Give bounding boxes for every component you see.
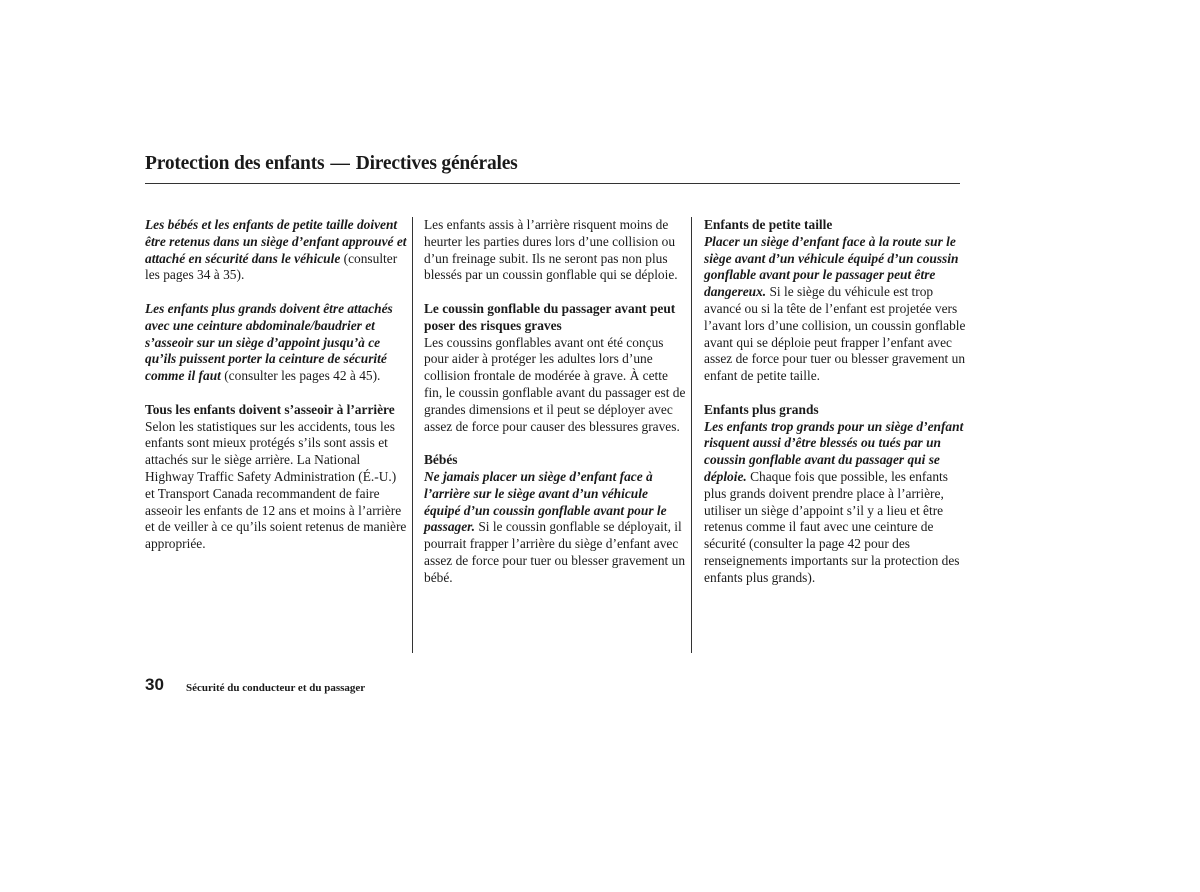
col1-paragraph-2 [145, 301, 407, 385]
col3-section-2 [704, 402, 966, 587]
col3-p1-emphasis: Placer un siège d’enfant face à la route sur le siège avant d’un véhicule équipé d’un coussin gonflable avant pour le passager peut être dangereux. [704, 233, 959, 300]
col2-p3-emphasis: Ne jamais placer un siège d’enfant face à l’arrière sur le siège avant d’un véhicule équipé d’un coussin gonflable avant pour le passager. [424, 468, 667, 535]
col1-p2-emphasis: Les enfants plus grands doivent être attachés avec une ceinture abdominale/baudrier et s’asseoir sur un siège d’appoint jusqu’à ce qu’ils puissent porter la ceinture de sécurité comme il faut [145, 300, 393, 384]
column-divider-2 [691, 217, 692, 653]
col2-heading-babies: Bébés [424, 452, 458, 468]
col2-paragraph-1: Les enfants assis à l’arrière risquent moins de heurter les parties dures lors d’une collision ou d’un freinage subit. Ils ne seront pas non plus blessés par un coussin gonflable qui se déploie. [424, 217, 678, 283]
col1-section-3 [145, 402, 407, 553]
page-number: 30 [145, 675, 164, 694]
column-2 [424, 217, 686, 587]
col1-p2-rest: (consulter les pages 42 à 45). [220, 368, 381, 384]
title-right: Directives générales [355, 153, 518, 174]
col1-p3-text: Selon les statistiques sur les accidents, tous les enfants sont mieux protégés s’ils sont assis et attachés sur le siège arrière. La National Highway Traffic Safety Administration (É.-U.) et Transport Canada recommandent de faire asseoir les enfants de 12 ans et moins à l’arrière et de veiller à ce qu’ils soient retenus de manière appropriée. [145, 418, 407, 552]
col1-p1-emphasis: Les bébés et les enfants de petite taille doivent être retenus dans un siège d’enfant approuvé et attaché en sécurité dans le véhicule [145, 217, 407, 266]
col2-section-2 [424, 301, 686, 435]
column-3 [704, 217, 966, 587]
column-1 [145, 217, 407, 553]
col3-heading-larger-children: Enfants plus grands [704, 401, 819, 417]
col3-section-1 [704, 217, 966, 385]
footer-section-title: Sécurité du conducteur et du passager [186, 682, 366, 694]
title-left: Protection des enfants [145, 153, 325, 174]
col3-heading-small-children: Enfants de petite taille [704, 217, 833, 232]
title-dash: — [330, 153, 350, 174]
col3-p1-rest: Si le siège du véhicule est trop avancé ou si la tête de l’enfant est projetée vers l’avant lors d’une collision, un coussin gonflable avant qui se déploie peut frapper l’enfant avec assez de force pour tuer ou blesser gravement un enfant de petite taille. [704, 284, 966, 384]
col2-p3-rest: Si le coussin gonflable se déployait, il pourrait frapper l’arrière du siège d’enfant avec assez de force pour tuer ou blesser gravement un bébé. [424, 519, 686, 585]
col3-p2-rest: Chaque fois que possible, les enfants plus grands doivent prendre place à l’arrière, utiliser un siège d’appoint s’il y a lieu et être retenus comme il faut avec une ceinture de sécurité (consulter la page 42 pour des renseignements importants sur la protection des enfants plus grands). [704, 468, 960, 585]
title-rule [145, 183, 960, 184]
col1-paragraph-1 [145, 217, 407, 284]
col1-heading-rear-seat: Tous les enfants doivent s’asseoir à l’arrière [145, 401, 395, 417]
col2-section-3 [424, 452, 686, 586]
col2-heading-airbag: Le coussin gonflable du passager avant peut poser des risques graves [424, 300, 676, 333]
page-title [145, 153, 518, 175]
col3-p2-emphasis: Les enfants trop grands pour un siège d’enfant risquent aussi d’être blessés ou tués par un coussin gonflable avant du passager qui se déploie. [704, 418, 964, 484]
column-divider-1 [412, 217, 413, 653]
col1-p1-rest: (consulter les pages 34 à 35). [145, 250, 398, 283]
col2-p2-text: Les coussins gonflables avant ont été conçus pour aider à protéger les adultes lors d’une collision frontale de modérée à grave. À cette fin, le coussin gonflable avant du passager est de grandes dimensions et il peut se déployer avec assez de force pour causer des blessures graves. [424, 334, 686, 434]
